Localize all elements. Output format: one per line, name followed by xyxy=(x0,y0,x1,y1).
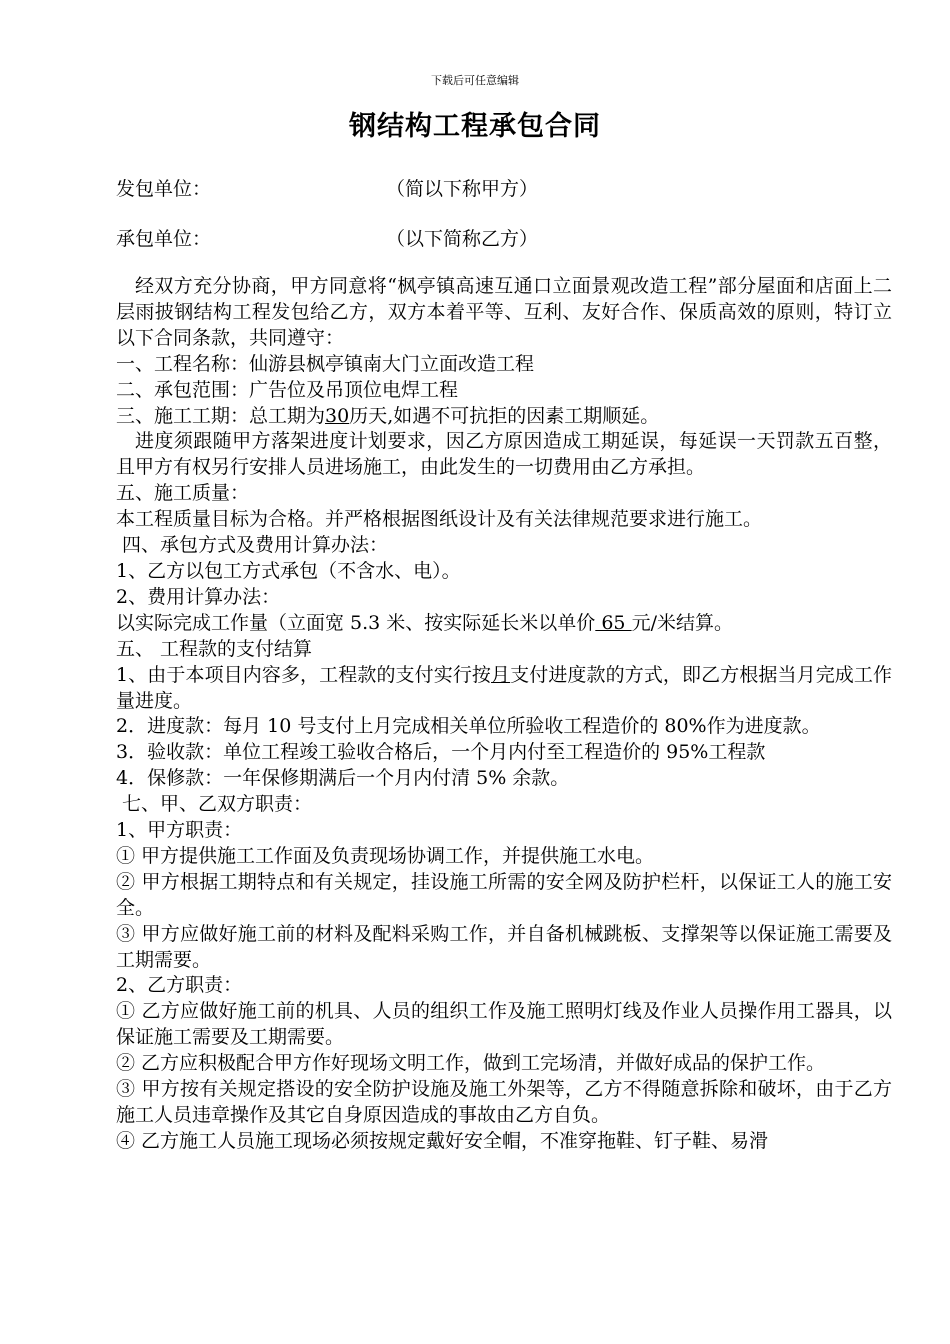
duration-pre: 三、施工工期：总工期为 xyxy=(116,404,326,427)
document-title: 钢结构工程承包合同 xyxy=(349,111,601,142)
party-a-duty-2: ② 甲方根据工期特点和有关规定，挂设施工所需的安全网及防护栏杆，以保证工人的施工安全。 xyxy=(116,870,892,919)
section-contract-method-title: 四、承包方式及费用计算办法： xyxy=(122,534,389,557)
payment-4: 4．保修款：一年保修期满后一个月内付清 5% 余款。 xyxy=(116,767,570,790)
duration-days: 30 xyxy=(325,404,350,427)
payment-1 xyxy=(116,663,892,715)
unit-price: 65 xyxy=(595,611,632,634)
party-b-duty-4: ④ 乙方施工人员施工现场必须按规定戴好安全帽，不准穿拖鞋、钉子鞋、易滑 xyxy=(116,1129,769,1152)
cost-calculation xyxy=(116,611,892,637)
party-a-duty-3: ③ 甲方应做好施工前的材料及配料采购工作，并自备机械跳板、支撑架等以保证施工需要及工期需要。 xyxy=(116,922,892,971)
intro-paragraph: 经双方充分协商，甲方同意将“枫亭镇高速互通口立面景观改造工程”部分屋面和店面上二层雨披钢结构工程发包给乙方，双方本着平等、互利、友好合作、保质高效的原则，特订立以下合同条款，共同遵守： xyxy=(116,275,892,349)
contract-method-1: 1、乙方以包工方式承包（不含水、电）。 xyxy=(116,559,461,582)
party-b-duty-1: ① 乙方应做好施工前的机具、人员的组织工作及施工照明灯线及作业人员操作用工器具，以保证施工需要及工期需要。 xyxy=(116,1000,892,1049)
duration-detail: 进度须跟随甲方落架进度计划要求，因乙方原因造成工期延误，每延误一天罚款五百整，且甲方有权另行安排人员进场施工，由此发生的一切费用由乙方承担。 xyxy=(116,430,892,479)
section-quality-title: 五、施工质量： xyxy=(116,482,250,505)
contract-body xyxy=(116,274,892,1155)
payment-3: 3．验收款：单位工程竣工验收合格后，一个月内付至工程造价的 95%工程款 xyxy=(116,741,766,764)
section-project-name: 一、工程名称：仙游县枫亭镇南大门立面改造工程 xyxy=(116,352,535,375)
party-b-duties-title: 2、乙方职责： xyxy=(116,974,243,997)
header-note: 下载后可任意编辑 xyxy=(431,74,519,87)
calc-pre: 以实际完成工作量（立面宽 5.3 米、按实际延长米以单价 xyxy=(116,611,596,634)
party-b-note: （以下简称乙方） xyxy=(386,228,539,250)
party-b-duty-2: ② 乙方应积极配合甲方作好现场文明工作，做到工完场清，并做好成品的保护工作。 xyxy=(116,1052,826,1075)
section-duties-title: 七、甲、乙双方职责： xyxy=(122,793,313,816)
section-duration xyxy=(116,404,892,430)
party-b-line xyxy=(116,224,538,251)
payment-1-post: 支付进度款的方式，即乙方根据当月完成工作量进度。 xyxy=(116,663,892,712)
party-a-label: 发包单位： xyxy=(116,178,212,200)
payment-period: 月 xyxy=(491,663,511,686)
party-a-duties-title: 1、甲方职责： xyxy=(116,819,243,842)
party-b-duty-3: ③ 甲方按有关规定搭设的安全防护设施及施工外架等，乙方不得随意拆除和破坏，由于乙方施工人员违章操作及其它自身原因造成的事故由乙方自负。 xyxy=(116,1078,892,1126)
party-a-note: （简以下称甲方） xyxy=(386,178,539,200)
calc-post: 元/米结算。 xyxy=(631,611,733,634)
section-scope: 二、承包范围：广告位及吊顶位电焊工程 xyxy=(116,378,459,401)
payment-1-pre: 1、由于本项目内容多，工程款的支付实行按 xyxy=(116,663,492,686)
party-b-label: 承包单位： xyxy=(116,228,212,250)
party-a-line xyxy=(116,174,538,201)
section-payment-title: 五、 工程款的支付结算 xyxy=(116,637,313,660)
contract-method-2: 2、费用计算办法： xyxy=(116,585,281,608)
party-a-duty-1: ① 甲方提供施工工作面及负责现场协调工作，并提供施工水电。 xyxy=(116,844,655,867)
section-quality-text: 本工程质量目标为合格。并严格根据图纸设计及有关法律规范要求进行施工。 xyxy=(116,508,763,531)
payment-2: 2．进度款：每月 10 号支付上月完成相关单位所验收工程造价的 80%作为进度款。 xyxy=(116,715,821,738)
duration-post: 历天,如遇不可抗拒的因素工期顺延。 xyxy=(349,404,660,427)
